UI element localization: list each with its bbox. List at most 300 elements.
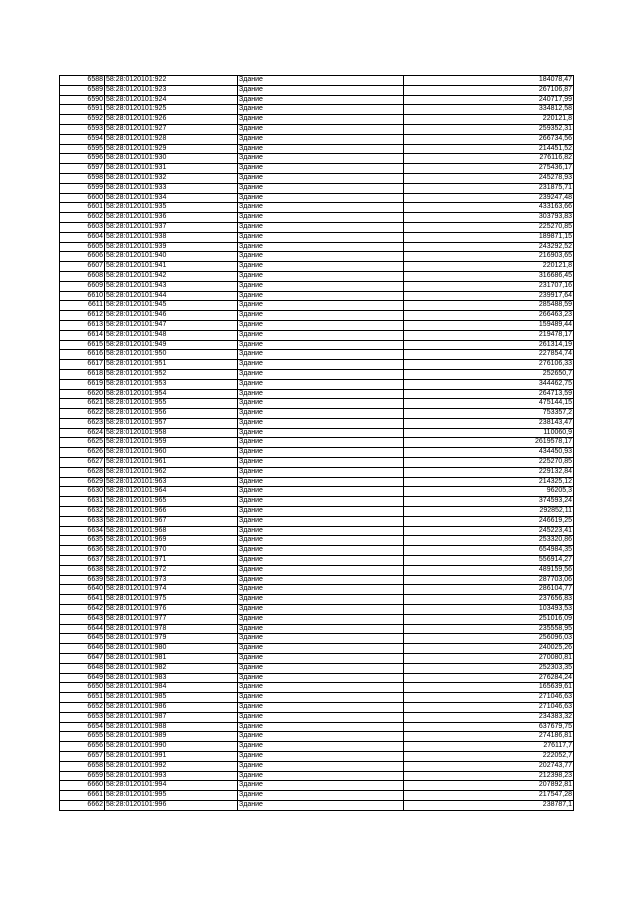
cadastral-value-cell: 96205,3 [404, 487, 574, 497]
object-type-cell: Здание [238, 183, 404, 193]
table-row [60, 467, 574, 477]
registry-table [59, 75, 574, 811]
table-row [60, 252, 574, 262]
cadastral-value-cell: 276284,24 [404, 673, 574, 683]
cadastral-number-cell: 58:28:0120101:993 [105, 771, 238, 781]
object-type-cell: Здание [238, 507, 404, 517]
cadastral-value-cell: 240717,99 [404, 95, 574, 105]
cadastral-value-cell: 227854,74 [404, 350, 574, 360]
object-type-cell: Здание [238, 565, 404, 575]
cadastral-value-cell: 303793,83 [404, 213, 574, 223]
cadastral-value-cell: 433163,66 [404, 203, 574, 213]
object-type-cell: Здание [238, 516, 404, 526]
table-row [60, 634, 574, 644]
cadastral-number-cell: 58:28:0120101:975 [105, 595, 238, 605]
row-number-cell: 6661 [60, 791, 105, 801]
row-number-cell: 6601 [60, 203, 105, 213]
row-number-cell: 6597 [60, 164, 105, 174]
row-number-cell: 6646 [60, 644, 105, 654]
row-number-cell: 6658 [60, 761, 105, 771]
object-type-cell: Здание [238, 154, 404, 164]
object-type-cell: Здание [238, 614, 404, 624]
cadastral-value-cell: 556914,27 [404, 556, 574, 566]
object-type-cell: Здание [238, 399, 404, 409]
row-number-cell: 6644 [60, 624, 105, 634]
cadastral-value-cell: 287703,06 [404, 575, 574, 585]
cadastral-number-cell: 58:28:0120101:955 [105, 399, 238, 409]
cadastral-value-cell: 251016,09 [404, 614, 574, 624]
table-row [60, 526, 574, 536]
cadastral-value-cell: 239917,64 [404, 291, 574, 301]
cadastral-number-cell: 58:28:0120101:973 [105, 575, 238, 585]
cadastral-number-cell: 58:28:0120101:929 [105, 144, 238, 154]
cadastral-value-cell: 237656,83 [404, 595, 574, 605]
cadastral-value-cell: 256096,03 [404, 634, 574, 644]
table-row [60, 350, 574, 360]
cadastral-number-cell: 58:28:0120101:995 [105, 791, 238, 801]
object-type-cell: Здание [238, 193, 404, 203]
object-type-cell: Здание [238, 232, 404, 242]
cadastral-value-cell: 225270,85 [404, 222, 574, 232]
row-number-cell: 6588 [60, 76, 105, 86]
object-type-cell: Здание [238, 330, 404, 340]
cadastral-value-cell: 202743,77 [404, 761, 574, 771]
row-number-cell: 6645 [60, 634, 105, 644]
table-row [60, 673, 574, 683]
cadastral-value-cell: 239247,48 [404, 193, 574, 203]
object-type-cell: Здание [238, 428, 404, 438]
table-row [60, 232, 574, 242]
cadastral-number-cell: 58:28:0120101:968 [105, 526, 238, 536]
row-number-cell: 6647 [60, 654, 105, 664]
object-type-cell: Здание [238, 458, 404, 468]
table-row [60, 262, 574, 272]
row-number-cell: 6610 [60, 291, 105, 301]
cadastral-number-cell: 58:28:0120101:927 [105, 124, 238, 134]
object-type-cell: Здание [238, 575, 404, 585]
object-type-cell: Здание [238, 144, 404, 154]
cadastral-number-cell: 58:28:0120101:981 [105, 654, 238, 664]
row-number-cell: 6633 [60, 516, 105, 526]
cadastral-number-cell: 58:28:0120101:937 [105, 222, 238, 232]
cadastral-value-cell: 271046,63 [404, 703, 574, 713]
cadastral-value-cell: 229132,84 [404, 467, 574, 477]
cadastral-value-cell: 219478,17 [404, 330, 574, 340]
cadastral-number-cell: 58:28:0120101:988 [105, 722, 238, 732]
object-type-cell: Здание [238, 124, 404, 134]
table-row [60, 693, 574, 703]
cadastral-number-cell: 58:28:0120101:943 [105, 281, 238, 291]
cadastral-number-cell: 58:28:0120101:986 [105, 703, 238, 713]
table-row [60, 340, 574, 350]
cadastral-number-cell: 58:28:0120101:959 [105, 438, 238, 448]
object-type-cell: Здание [238, 693, 404, 703]
table-row [60, 428, 574, 438]
table-row [60, 222, 574, 232]
row-number-cell: 6652 [60, 703, 105, 713]
cadastral-value-cell: 252303,35 [404, 663, 574, 673]
object-type-cell: Здание [238, 556, 404, 566]
table-row [60, 663, 574, 673]
cadastral-number-cell: 58:28:0120101:964 [105, 487, 238, 497]
cadastral-number-cell: 58:28:0120101:945 [105, 301, 238, 311]
object-type-cell: Здание [238, 134, 404, 144]
row-number-cell: 6615 [60, 340, 105, 350]
cadastral-number-cell: 58:28:0120101:962 [105, 467, 238, 477]
object-type-cell: Здание [238, 487, 404, 497]
table-row [60, 164, 574, 174]
object-type-cell: Здание [238, 712, 404, 722]
row-number-cell: 6604 [60, 232, 105, 242]
row-number-cell: 6657 [60, 751, 105, 761]
table-row [60, 173, 574, 183]
cadastral-number-cell: 58:28:0120101:925 [105, 105, 238, 115]
table-row [60, 438, 574, 448]
object-type-cell: Здание [238, 605, 404, 615]
cadastral-value-cell: 225270,85 [404, 458, 574, 468]
table-row [60, 291, 574, 301]
cadastral-value-cell: 216903,65 [404, 252, 574, 262]
cadastral-value-cell: 374593,24 [404, 497, 574, 507]
cadastral-number-cell: 58:28:0120101:987 [105, 712, 238, 722]
cadastral-number-cell: 58:28:0120101:942 [105, 271, 238, 281]
table-row [60, 203, 574, 213]
table-row [60, 487, 574, 497]
cadastral-number-cell: 58:28:0120101:970 [105, 546, 238, 556]
row-number-cell: 6623 [60, 418, 105, 428]
row-number-cell: 6634 [60, 526, 105, 536]
object-type-cell: Здание [238, 409, 404, 419]
table-row [60, 712, 574, 722]
object-type-cell: Здание [238, 761, 404, 771]
row-number-cell: 6630 [60, 487, 105, 497]
cadastral-value-cell: 240025,26 [404, 644, 574, 654]
cadastral-number-cell: 58:28:0120101:928 [105, 134, 238, 144]
row-number-cell: 6616 [60, 350, 105, 360]
cadastral-number-cell: 58:28:0120101:985 [105, 693, 238, 703]
cadastral-value-cell: 245278,93 [404, 173, 574, 183]
row-number-cell: 6624 [60, 428, 105, 438]
object-type-cell: Здание [238, 164, 404, 174]
object-type-cell: Здание [238, 95, 404, 105]
table-row [60, 742, 574, 752]
table-row [60, 477, 574, 487]
cadastral-value-cell: 222052,7 [404, 751, 574, 761]
row-number-cell: 6629 [60, 477, 105, 487]
cadastral-value-cell: 276116,82 [404, 154, 574, 164]
table-row [60, 311, 574, 321]
table-row [60, 575, 574, 585]
row-number-cell: 6618 [60, 369, 105, 379]
cadastral-value-cell: 2619578,17 [404, 438, 574, 448]
cadastral-value-cell: 231875,71 [404, 183, 574, 193]
object-type-cell: Здание [238, 585, 404, 595]
row-number-cell: 6639 [60, 575, 105, 585]
cadastral-value-cell: 434450,93 [404, 448, 574, 458]
cadastral-number-cell: 58:28:0120101:979 [105, 634, 238, 644]
cadastral-number-cell: 58:28:0120101:946 [105, 311, 238, 321]
cadastral-number-cell: 58:28:0120101:931 [105, 164, 238, 174]
object-type-cell: Здание [238, 673, 404, 683]
object-type-cell: Здание [238, 291, 404, 301]
table-row [60, 379, 574, 389]
object-type-cell: Здание [238, 624, 404, 634]
table-row [60, 771, 574, 781]
row-number-cell: 6605 [60, 242, 105, 252]
row-number-cell: 6628 [60, 467, 105, 477]
cadastral-value-cell: 220121,8 [404, 262, 574, 272]
row-number-cell: 6598 [60, 173, 105, 183]
cadastral-number-cell: 58:28:0120101:948 [105, 330, 238, 340]
cadastral-value-cell: 266734,56 [404, 134, 574, 144]
object-type-cell: Здание [238, 115, 404, 125]
row-number-cell: 6593 [60, 124, 105, 134]
cadastral-value-cell: 637679,75 [404, 722, 574, 732]
row-number-cell: 6621 [60, 399, 105, 409]
table-row [60, 595, 574, 605]
row-number-cell: 6591 [60, 105, 105, 115]
cadastral-value-cell: 286104,77 [404, 585, 574, 595]
cadastral-value-cell: 261314,19 [404, 340, 574, 350]
row-number-cell: 6653 [60, 712, 105, 722]
table-row [60, 320, 574, 330]
table-row [60, 516, 574, 526]
object-type-cell: Здание [238, 683, 404, 693]
table-row [60, 418, 574, 428]
cadastral-value-cell: 110060,9 [404, 428, 574, 438]
cadastral-number-cell: 58:28:0120101:952 [105, 369, 238, 379]
table-row [60, 781, 574, 791]
row-number-cell: 6627 [60, 458, 105, 468]
row-number-cell: 6609 [60, 281, 105, 291]
cadastral-value-cell: 489159,56 [404, 565, 574, 575]
row-number-cell: 6619 [60, 379, 105, 389]
cadastral-number-cell: 58:28:0120101:949 [105, 340, 238, 350]
row-number-cell: 6589 [60, 85, 105, 95]
table-row [60, 95, 574, 105]
object-type-cell: Здание [238, 634, 404, 644]
cadastral-number-cell: 58:28:0120101:930 [105, 154, 238, 164]
cadastral-value-cell: 165639,61 [404, 683, 574, 693]
object-type-cell: Здание [238, 467, 404, 477]
cadastral-number-cell: 58:28:0120101:990 [105, 742, 238, 752]
cadastral-value-cell: 217547,28 [404, 791, 574, 801]
object-type-cell: Здание [238, 76, 404, 86]
cadastral-value-cell: 246619,25 [404, 516, 574, 526]
row-number-cell: 6625 [60, 438, 105, 448]
row-number-cell: 6603 [60, 222, 105, 232]
cadastral-number-cell: 58:28:0120101:989 [105, 732, 238, 742]
object-type-cell: Здание [238, 85, 404, 95]
cadastral-number-cell: 58:28:0120101:944 [105, 291, 238, 301]
table-row [60, 399, 574, 409]
cadastral-value-cell: 212398,23 [404, 771, 574, 781]
cadastral-number-cell: 58:28:0120101:992 [105, 761, 238, 771]
row-number-cell: 6607 [60, 262, 105, 272]
table-row [60, 644, 574, 654]
object-type-cell: Здание [238, 340, 404, 350]
row-number-cell: 6596 [60, 154, 105, 164]
table-row [60, 556, 574, 566]
cadastral-number-cell: 58:28:0120101:951 [105, 360, 238, 370]
object-type-cell: Здание [238, 252, 404, 262]
cadastral-value-cell: 266463,23 [404, 311, 574, 321]
row-number-cell: 6651 [60, 693, 105, 703]
object-type-cell: Здание [238, 360, 404, 370]
table-row [60, 193, 574, 203]
table-row [60, 105, 574, 115]
object-type-cell: Здание [238, 536, 404, 546]
cadastral-number-cell: 58:28:0120101:965 [105, 497, 238, 507]
row-number-cell: 6600 [60, 193, 105, 203]
cadastral-number-cell: 58:28:0120101:974 [105, 585, 238, 595]
object-type-cell: Здание [238, 722, 404, 732]
cadastral-number-cell: 58:28:0120101:971 [105, 556, 238, 566]
object-type-cell: Здание [238, 526, 404, 536]
cadastral-number-cell: 58:28:0120101:978 [105, 624, 238, 634]
row-number-cell: 6631 [60, 497, 105, 507]
row-number-cell: 6592 [60, 115, 105, 125]
cadastral-number-cell: 58:28:0120101:976 [105, 605, 238, 615]
table-row [60, 360, 574, 370]
cadastral-value-cell: 214451,52 [404, 144, 574, 154]
cadastral-number-cell: 58:28:0120101:967 [105, 516, 238, 526]
row-number-cell: 6637 [60, 556, 105, 566]
table-row [60, 761, 574, 771]
cadastral-value-cell: 159489,44 [404, 320, 574, 330]
cadastral-value-cell: 276106,33 [404, 360, 574, 370]
table-row [60, 722, 574, 732]
object-type-cell: Здание [238, 281, 404, 291]
object-type-cell: Здание [238, 320, 404, 330]
cadastral-number-cell: 58:28:0120101:960 [105, 448, 238, 458]
object-type-cell: Здание [238, 350, 404, 360]
cadastral-number-cell: 58:28:0120101:954 [105, 389, 238, 399]
cadastral-value-cell: 220121,8 [404, 115, 574, 125]
cadastral-number-cell: 58:28:0120101:941 [105, 262, 238, 272]
object-type-cell: Здание [238, 379, 404, 389]
row-number-cell: 6638 [60, 565, 105, 575]
row-number-cell: 6649 [60, 673, 105, 683]
object-type-cell: Здание [238, 703, 404, 713]
table-row [60, 751, 574, 761]
table-row [60, 497, 574, 507]
object-type-cell: Здание [238, 771, 404, 781]
row-number-cell: 6613 [60, 320, 105, 330]
cadastral-number-cell: 58:28:0120101:969 [105, 536, 238, 546]
row-number-cell: 6606 [60, 252, 105, 262]
table-row [60, 458, 574, 468]
table-row [60, 213, 574, 223]
object-type-cell: Здание [238, 477, 404, 487]
table-row [60, 409, 574, 419]
cadastral-number-cell: 58:28:0120101:950 [105, 350, 238, 360]
row-number-cell: 6602 [60, 213, 105, 223]
cadastral-value-cell: 274186,81 [404, 732, 574, 742]
cadastral-number-cell: 58:28:0120101:947 [105, 320, 238, 330]
row-number-cell: 6635 [60, 536, 105, 546]
row-number-cell: 6590 [60, 95, 105, 105]
table-row [60, 683, 574, 693]
cadastral-number-cell: 58:28:0120101:996 [105, 800, 238, 810]
cadastral-value-cell: 285488,59 [404, 301, 574, 311]
object-type-cell: Здание [238, 173, 404, 183]
registry-table-body [60, 76, 574, 811]
table-row [60, 115, 574, 125]
cadastral-number-cell: 58:28:0120101:972 [105, 565, 238, 575]
cadastral-number-cell: 58:28:0120101:940 [105, 252, 238, 262]
cadastral-value-cell: 259352,31 [404, 124, 574, 134]
cadastral-number-cell: 58:28:0120101:932 [105, 173, 238, 183]
cadastral-number-cell: 58:28:0120101:991 [105, 751, 238, 761]
row-number-cell: 6660 [60, 781, 105, 791]
row-number-cell: 6648 [60, 663, 105, 673]
object-type-cell: Здание [238, 242, 404, 252]
cadastral-number-cell: 58:28:0120101:984 [105, 683, 238, 693]
cadastral-number-cell: 58:28:0120101:939 [105, 242, 238, 252]
table-row [60, 134, 574, 144]
table-row [60, 507, 574, 517]
object-type-cell: Здание [238, 732, 404, 742]
cadastral-value-cell: 189871,15 [404, 232, 574, 242]
row-number-cell: 6662 [60, 800, 105, 810]
table-row [60, 800, 574, 810]
cadastral-value-cell: 245223,41 [404, 526, 574, 536]
table-row [60, 301, 574, 311]
cadastral-number-cell: 58:28:0120101:934 [105, 193, 238, 203]
object-type-cell: Здание [238, 800, 404, 810]
cadastral-value-cell: 271046,63 [404, 693, 574, 703]
row-number-cell: 6617 [60, 360, 105, 370]
table-row [60, 76, 574, 86]
object-type-cell: Здание [238, 546, 404, 556]
cadastral-number-cell: 58:28:0120101:977 [105, 614, 238, 624]
cadastral-value-cell: 184078,47 [404, 76, 574, 86]
cadastral-number-cell: 58:28:0120101:958 [105, 428, 238, 438]
cadastral-value-cell: 234383,32 [404, 712, 574, 722]
cadastral-value-cell: 334812,58 [404, 105, 574, 115]
table-row [60, 330, 574, 340]
cadastral-value-cell: 238143,47 [404, 418, 574, 428]
cadastral-value-cell: 243292,52 [404, 242, 574, 252]
object-type-cell: Здание [238, 742, 404, 752]
object-type-cell: Здание [238, 105, 404, 115]
row-number-cell: 6594 [60, 134, 105, 144]
cadastral-number-cell: 58:28:0120101:982 [105, 663, 238, 673]
row-number-cell: 6650 [60, 683, 105, 693]
object-type-cell: Здание [238, 271, 404, 281]
cadastral-value-cell: 238787,1 [404, 800, 574, 810]
cadastral-number-cell: 58:28:0120101:957 [105, 418, 238, 428]
row-number-cell: 6643 [60, 614, 105, 624]
row-number-cell: 6626 [60, 448, 105, 458]
cadastral-value-cell: 235558,95 [404, 624, 574, 634]
table-row [60, 124, 574, 134]
cadastral-value-cell: 275436,17 [404, 164, 574, 174]
cadastral-value-cell: 344462,75 [404, 379, 574, 389]
cadastral-value-cell: 475144,15 [404, 399, 574, 409]
object-type-cell: Здание [238, 203, 404, 213]
cadastral-number-cell: 58:28:0120101:933 [105, 183, 238, 193]
cadastral-value-cell: 207892,81 [404, 781, 574, 791]
object-type-cell: Здание [238, 497, 404, 507]
cadastral-number-cell: 58:28:0120101:922 [105, 76, 238, 86]
row-number-cell: 6632 [60, 507, 105, 517]
table-row [60, 281, 574, 291]
cadastral-value-cell: 292852,11 [404, 507, 574, 517]
table-row [60, 624, 574, 634]
table-row [60, 732, 574, 742]
